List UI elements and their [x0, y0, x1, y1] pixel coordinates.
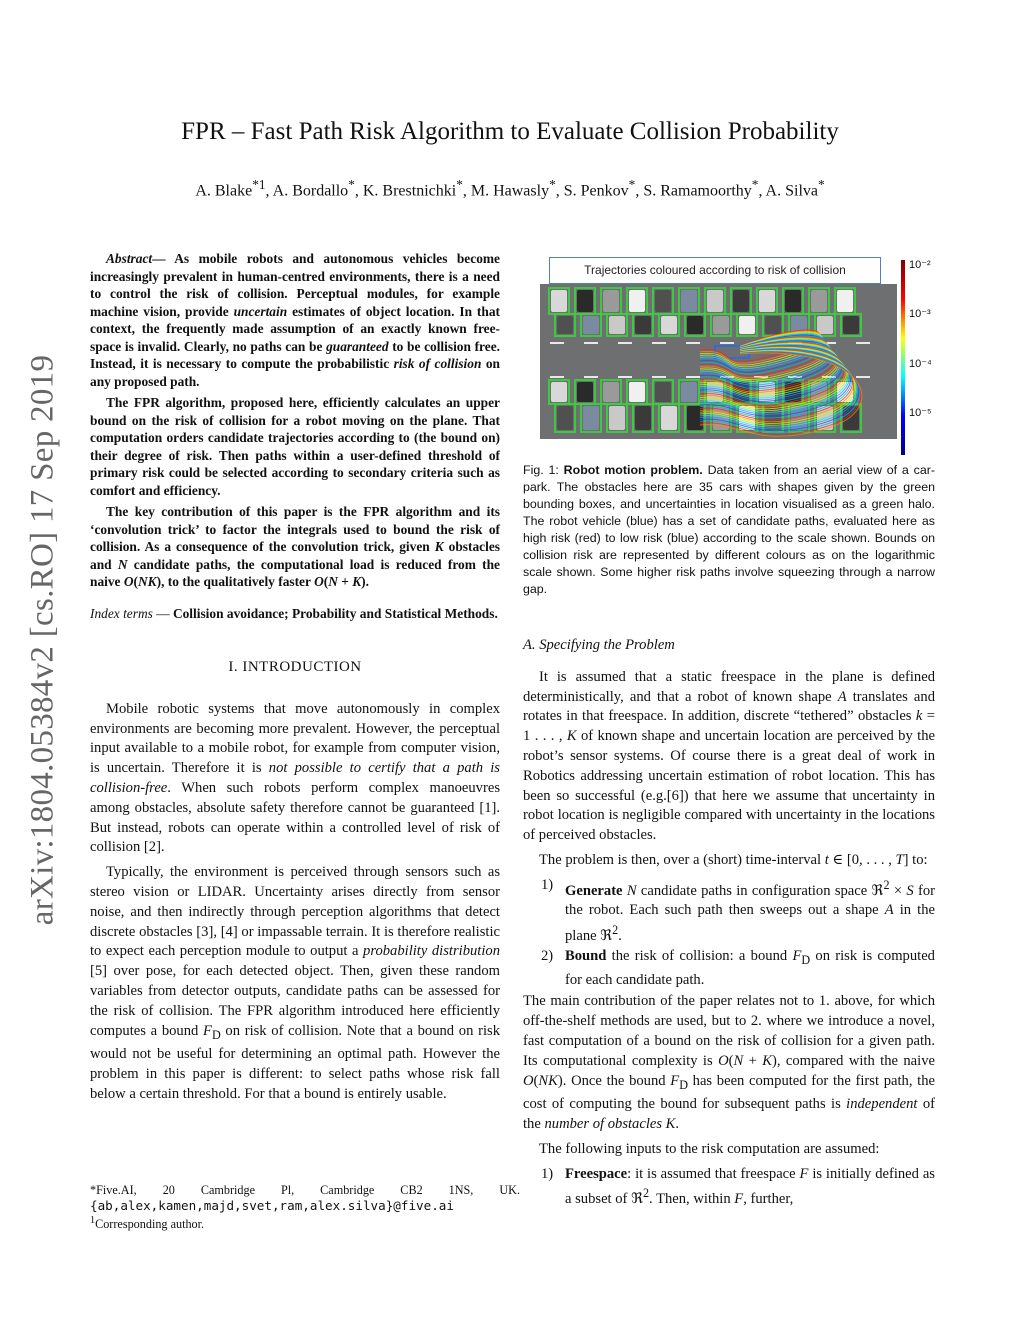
parked-car	[609, 406, 625, 430]
lane-marking	[720, 342, 734, 344]
carpark-aerial-image	[540, 284, 897, 439]
parked-car	[817, 316, 833, 334]
parked-car	[843, 316, 859, 334]
parked-car	[687, 316, 703, 334]
parked-car	[603, 290, 619, 312]
parked-car	[629, 290, 645, 312]
parked-car	[557, 316, 573, 334]
parked-car	[661, 316, 677, 334]
lane-marking	[686, 376, 700, 378]
lane-marking	[618, 376, 632, 378]
parked-car	[609, 316, 625, 334]
colorbar-label-1: 10⁻²	[909, 259, 931, 271]
steps-list-2	[523, 1165, 935, 1210]
parked-car	[635, 316, 651, 334]
intro-paragraph-2: Typically, the environment is perceived through sensors such as stereo vision or LIDAR. Uncertainty arises directly from sensor noise, and then indirectly through perception algorithms that detect discrete obstacles [3], [4] or impassable terrain. It is therefore realistic to expect each perception module to output a probability distribution [5] over pose, for each detected object. Then, given these random variables from detector outputs, candidate paths can be assessed for the risk of collision. The FPR algorithm introduced here efficiently computes a bound $F_D$ on risk of collision. Note that a bound on risk would not be useful for determining an optimal path. However the problem in this paper is different: to select paths whose risk fall below a certain threshold. For that a bound is entirely usable.	[90, 864, 500, 1102]
parked-car	[557, 406, 573, 430]
parked-car	[661, 406, 677, 430]
step-item: 1) Generate N candidate paths in configuration space ℜ$^2$ × S for the robot. Each such path then sweeps out a shape A in the plane ℜ$^2$.	[541, 876, 935, 945]
lane-marking	[550, 376, 564, 378]
index-terms: Index terms — Collision avoidance; Probability and Statistical Methods.	[90, 605, 498, 621]
abstract-p3: The key contribution of this paper is the FPR algorithm and its ‘convolution trick’ to factor the integrals used to bound the risk of collision. As a consequence of the convolution trick, given K obstacles and N candidate paths, the computational load is reduced from the naive O(NK), to the qualitatively faster O(N + K).	[90, 504, 500, 589]
lane-marking	[550, 342, 564, 344]
parked-car	[551, 382, 567, 402]
parked-car	[551, 290, 567, 312]
problem-paragraph-1: It is assumed that a static freespace in the plane is defined deterministically, and that a robot of known shape A translates and rotates in that freespace. In addition, discrete “tethered” obstacles k = 1 . . . , K of known shape and uncertain location are perceived by the robot’s sensor systems. Of course there is a great deal of work in Robotics addressing uncertain estimation of robot location. This has been so successful (e.g.[6]) that here we assume that uncertainty in robot location is negligible compared with uncertainty in the locations of perceived obstacles.	[523, 668, 935, 844]
parked-car	[629, 382, 645, 402]
right-column	[523, 250, 935, 1212]
parked-car	[739, 316, 755, 334]
parked-car	[811, 290, 827, 312]
parked-car	[713, 316, 729, 334]
abstract-p1: Abstract— As mobile robots and autonomous vehicles become increasingly prevalent in human-centred environments, there is a need to control the risk of collision. Perceptual modules, for example machine vision, provide uncertain estimates of object location. In that context, the frequently made assumption of an exactly known free-space is invalid. Clearly, no paths can be guaranteed to be collision free. Instead, it is necessary to compute the probabilistic risk of collision on any proposed path.	[90, 251, 501, 389]
figure-banner: Trajectories coloured according to risk of collision	[549, 257, 881, 284]
arxiv-identifier: arXiv:1804.05384v2 [cs.RO] 17 Sep 2019	[24, 354, 61, 926]
problem-paragraph-2: The problem is then, over a (short) time-interval t ∈ [0, . . . , T] to:	[539, 851, 928, 868]
author-list: A. Blake$^{*1}$, A. Bordallo*, K. Brestnichki*, M. Hawasly*, S. Penkov*, S. Ramamoorthy*, A. Silva*	[195, 177, 825, 200]
step-item: 2) Bound the risk of collision: a bound $F_D$ on risk is computed for each candidate path.	[541, 947, 935, 988]
problem-paragraph-3: The main contribution of the paper relates not to 1. above, for which off-the-shelf methods are used, but to 2. where we introduce a novel, fast computation of a bound on the risk of collision for a given path. Its computational complexity is O(N + K), compared with the naive O(NK). Once the bound $F_D$ has been computed for the first path, the cost of computing the bound for subsequent paths is independent of the number of obstacles K.	[523, 993, 935, 1133]
colorbar-label-3: 10⁻⁴	[909, 358, 932, 370]
carpark-trajectory-plot	[540, 284, 897, 439]
parked-car	[577, 290, 593, 312]
footnote	[90, 1183, 520, 1232]
footnote-affiliation: *Five.AI, 20 Cambridge Pl, Cambridge CB2 1NS, UK.	[90, 1183, 520, 1197]
footnote-corresponding: $^1$Corresponding author.	[90, 1215, 205, 1232]
footnote-emails: {ab,alex,kamen,majd,svet,ram,alex.silva}@five.ai	[90, 1198, 454, 1213]
lane-marking	[584, 342, 598, 344]
lane-marking	[686, 342, 700, 344]
step-item: 1) Freespace: it is assumed that freespace F is initially defined as a subset of ℜ$^2$. Then, within F, further,	[541, 1165, 935, 1208]
parked-car	[603, 382, 619, 402]
parked-car	[583, 406, 599, 430]
parked-car	[635, 406, 651, 430]
colorbar-label-2: 10⁻³	[909, 308, 931, 320]
lane-marking	[856, 376, 870, 378]
parked-car	[577, 382, 593, 402]
paper-title: FPR – Fast Path Risk Algorithm to Evaluate Collision Probability	[181, 118, 839, 145]
figure-caption: Fig. 1: Robot motion problem. Data taken from an aerial view of a car-park. The obstacles here are 35 cars with shapes given by the green bounding boxes, and uncertainties in location visualised as a green halo. The robot vehicle (blue) has a set of candidate paths, evaluated here as high risk (red) to low risk (blue) according to the scale shown. Bounds on collision risk are represented by different colours as on the logarithmic scale shown. Some higher risk paths involve squeezing through a narrow gap.	[523, 463, 936, 596]
left-column	[90, 250, 500, 1110]
lane-marking	[856, 342, 870, 344]
parked-car	[655, 290, 671, 312]
parked-car	[707, 290, 723, 312]
parked-car	[681, 290, 697, 312]
section-heading-introduction: I. INTRODUCTION	[228, 659, 362, 675]
subsection-heading: A. Specifying the Problem	[523, 637, 675, 653]
intro-paragraph-1: Mobile robotic systems that move autonomously in complex environments are becoming more prevalent. However, the perceptual input available to a mobile robot, for example from computer vision, is uncertain. Therefore it is not possible to certify that a path is collision-free. When such robots perform complex manoeuvres among obstacles, absolute safety therefore cannot be guaranteed [1]. But instead, robots can operate within a controlled level of risk of collision [2].	[90, 700, 500, 856]
parked-car	[837, 290, 853, 312]
parked-car	[733, 290, 749, 312]
parked-car	[759, 290, 775, 312]
lane-marking	[652, 342, 666, 344]
risk-colorbar	[901, 260, 905, 455]
lane-marking	[618, 342, 632, 344]
colorbar-label-4: 10⁻⁵	[909, 407, 932, 419]
parked-car	[655, 382, 671, 402]
parked-car	[583, 316, 599, 334]
figure-1	[523, 250, 935, 458]
lane-marking	[584, 376, 598, 378]
parked-car	[765, 316, 781, 334]
parked-car	[681, 382, 697, 402]
abstract-p2: The FPR algorithm, proposed here, efficiently calculates an upper bound on the risk of collision for a robot moving on the plane. That computation orders candidate trajectories according to (the bound on) their degree of risk. Then paths within a user-defined threshold of primary risk could be selected according to secondary criteria such as comfort and efficiency.	[90, 395, 500, 498]
lane-marking	[652, 376, 666, 378]
steps-list-1	[523, 876, 935, 991]
problem-paragraph-4: The following inputs to the risk computation are assumed:	[539, 1140, 880, 1157]
parked-car	[785, 290, 801, 312]
